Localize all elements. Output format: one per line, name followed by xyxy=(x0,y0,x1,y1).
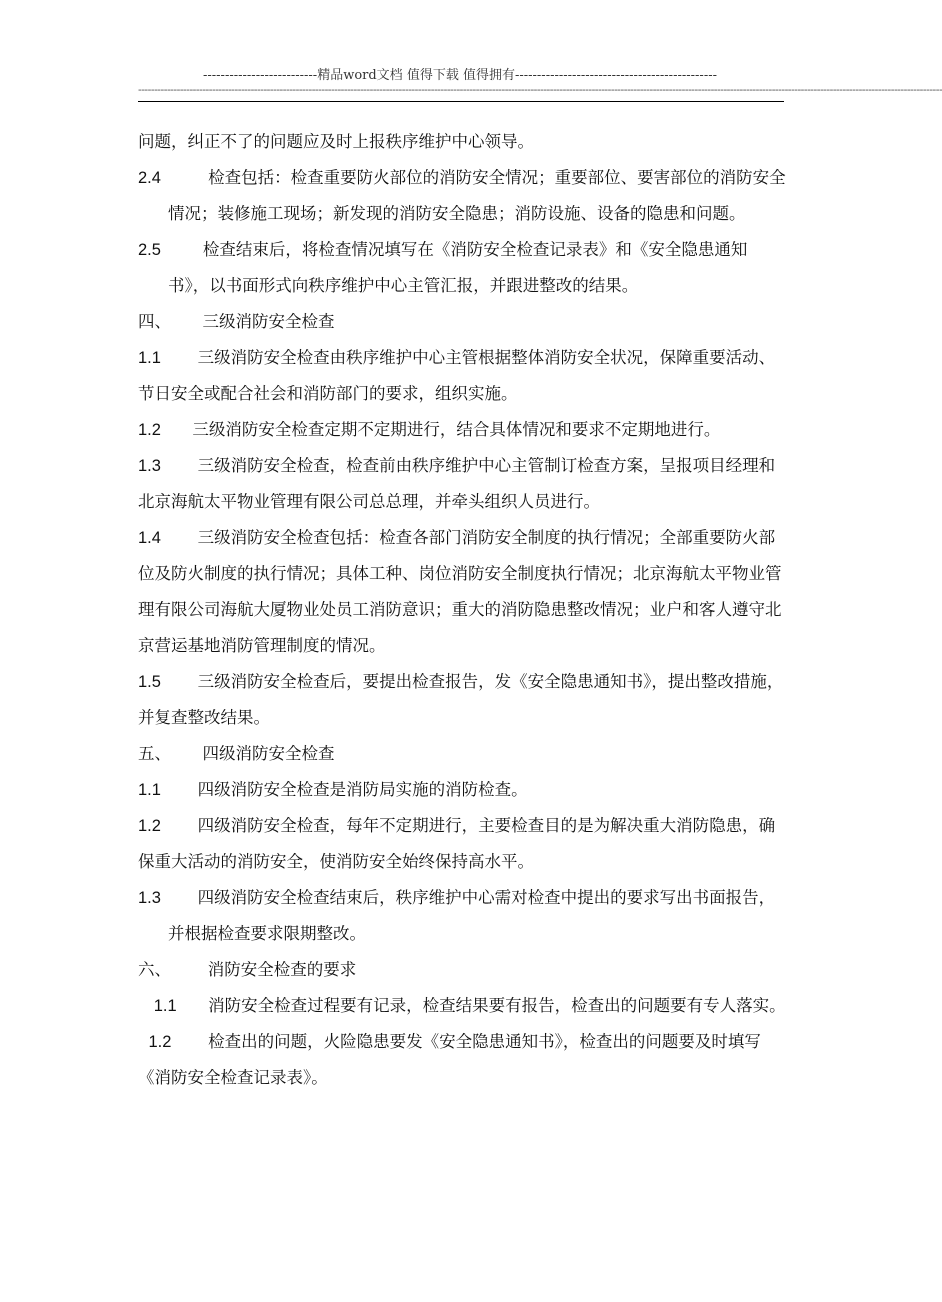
paragraph-5-1-2 xyxy=(138,808,786,880)
paragraph-text: 四级消防安全检查是消防局实施的消防检查。 xyxy=(197,780,528,799)
paragraph-5-1-1 xyxy=(138,772,786,808)
item-number: 1.1 xyxy=(138,349,161,367)
paragraph-text: 三级消防安全检查包括：检查各部门消防安全制度的执行情况；全部重要防火部位及防火制度的执行情况；具体工种、岗位消防安全制度执行情况；北京海航太平物业管理有限公司海航大厦物业处员工消防意识；重大的消防隐患整改情况；业户和客人遵守北京营运基地消防管理制度的情况。 xyxy=(138,528,782,655)
item-number: 2.5 xyxy=(138,241,161,259)
paragraph-text: 三级消防安全检查由秩序维护中心主管根据整体消防安全状况，保障重要活动、节日安全或配合社会和消防部门的要求，组织实施。 xyxy=(138,348,776,403)
item-number: 1.4 xyxy=(138,529,161,547)
paragraph-4-1-1 xyxy=(138,340,786,412)
section-heading-5 xyxy=(138,736,786,772)
paragraph-2-4 xyxy=(138,160,786,232)
paragraph-6-1-1 xyxy=(138,988,786,1024)
section-title: 三级消防安全检查 xyxy=(202,312,335,331)
section-number: 五、 xyxy=(138,744,171,763)
item-number: 1.1 xyxy=(153,997,177,1015)
document-body xyxy=(138,124,786,1096)
paragraph-4-1-5 xyxy=(138,664,786,736)
paragraph-continuation xyxy=(138,124,786,160)
item-number: 1.2 xyxy=(148,1033,172,1051)
paragraph-text: 检查结束后，将检查情况填写在《消防安全检查记录表》和《安全隐患通知书》，以书面形式向秩序维护中心主管汇报，并跟进整改的结果。 xyxy=(168,240,748,295)
section-title: 四级消防安全检查 xyxy=(202,744,335,763)
paragraph-text: 问题，纠正不了的问题应及时上报秩序维护中心领导。 xyxy=(138,132,534,151)
section-number: 四、 xyxy=(138,312,171,331)
section-title: 消防安全检查的要求 xyxy=(207,960,357,979)
section-heading-6 xyxy=(138,952,786,988)
paragraph-4-1-2 xyxy=(138,412,786,448)
paragraph-2-5 xyxy=(138,232,786,304)
paragraph-text: 四级消防安全检查结束后，秩序维护中心需对检查中提出的要求写出书面报告，并根据检查要求限期整改。 xyxy=(168,888,776,943)
page-header-dashes: ---------------------------------------------------------------------------------------------------------------------------------------------------------------------------------------------------------------------------------------------------------- xyxy=(138,83,942,96)
section-heading-4 xyxy=(138,304,786,340)
paragraph-6-1-2 xyxy=(138,1024,786,1096)
paragraph-text: 检查出的问题，火险隐患要发《安全隐患通知书》，检查出的问题要及时填写《消防安全检查记录表》。 xyxy=(138,1032,761,1087)
paragraph-5-1-3 xyxy=(138,880,786,952)
paragraph-4-1-4 xyxy=(138,520,786,664)
item-number: 1.1 xyxy=(138,781,161,799)
paragraph-text: 三级消防安全检查后，要提出检查报告，发《安全隐患通知书》，提出整改措施，并复查整改结果。 xyxy=(138,672,784,727)
paragraph-text: 三级消防安全检查定期不定期进行，结合具体情况和要求不定期地进行。 xyxy=(192,420,721,439)
item-number: 1.2 xyxy=(138,817,161,835)
item-number: 1.5 xyxy=(138,673,161,691)
item-number: 1.3 xyxy=(138,457,161,475)
header-rule xyxy=(138,101,784,102)
item-number: 2.4 xyxy=(138,169,161,187)
paragraph-text: 消防安全检查过程要有记录，检查结果要有报告，检查出的问题要有专人落实。 xyxy=(208,996,786,1015)
section-number: 六、 xyxy=(138,960,171,979)
paragraph-text: 检查包括：检查重要防火部位的消防安全情况；重要部位、要害部位的消防安全情况；装修施工现场；新发现的消防安全隐患；消防设施、设备的隐患和问题。 xyxy=(168,168,786,223)
paragraph-text: 四级消防安全检查，每年不定期进行，主要检查目的是为解决重大消防隐患，确保重大活动的消防安全，使消防安全始终保持高水平。 xyxy=(138,816,776,871)
paragraph-4-1-3 xyxy=(138,448,786,520)
page-header-text: --------------------------精品word文档 值得下载 值得拥有---------------------------------------------- xyxy=(202,68,718,83)
item-number: 1.2 xyxy=(138,421,161,439)
item-number: 1.3 xyxy=(138,889,161,907)
paragraph-text: 三级消防安全检查，检查前由秩序维护中心主管制订检查方案，呈报项目经理和北京海航太平物业管理有限公司总总理，并牵头组织人员进行。 xyxy=(138,456,776,511)
